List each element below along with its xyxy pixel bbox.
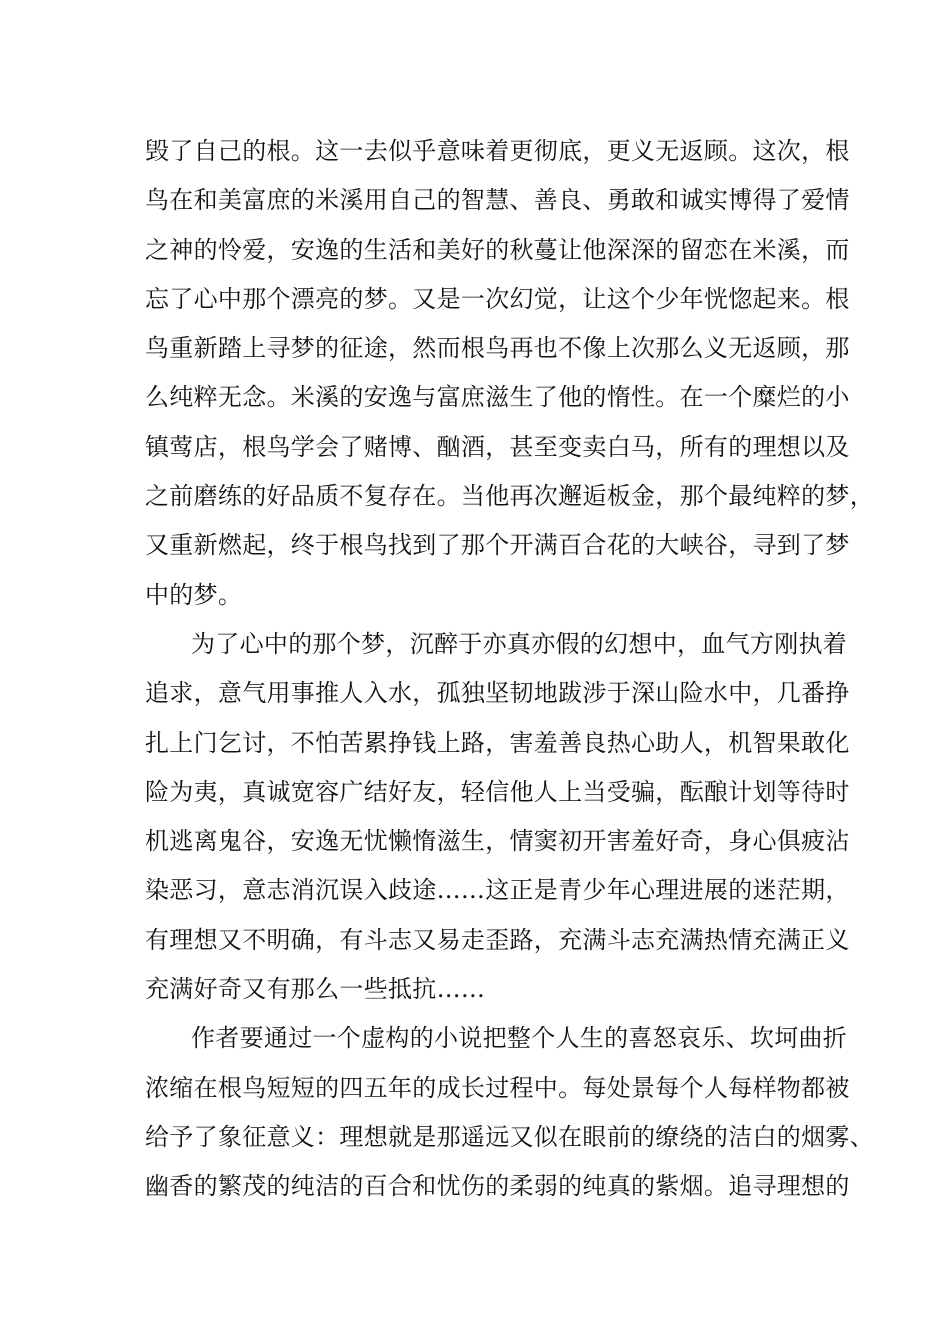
text-line-indented: 作者要通过一个虚构的小说把整个人生的喜怒哀乐、坎坷曲折 [191, 1024, 848, 1053]
text-line: 么纯粹无念。米溪的安逸与富庶滋生了他的惰性。在一个糜烂的小 [145, 383, 850, 412]
text-line: 鸟重新踏上寻梦的征途，然而根鸟再也不像上次那么义无返顾，那 [145, 334, 850, 363]
text-line: 忘了心中那个漂亮的梦。又是一次幻觉，让这个少年恍惚起来。根 [145, 284, 850, 313]
text-line: 毁了自己的根。这一去似乎意味着更彻底，更义无返顾。这次，根 [145, 137, 850, 165]
text-line: 险为夷，真诚宽容广结好友，轻信他人上当受骗，酝酿计划等待时 [145, 777, 850, 806]
text-line: 之神的怜爱，安逸的生活和美好的秋蔓让他深深的留恋在米溪，而 [145, 235, 850, 264]
text-line: 扎上门乞讨，不怕苦累挣钱上路，害羞善良热心助人，机智果敢化 [145, 728, 850, 757]
text-line: 浓缩在根鸟短短的四五年的成长过程中。每处景每个人每样物都被 [145, 1073, 850, 1102]
text-line: 幽香的繁茂的纯洁的百合和忧伤的柔弱的纯真的紫烟。追寻理想的 [145, 1172, 850, 1201]
text-line: 机逃离鬼谷，安逸无忧懒惰滋生，情窦初开害羞好奇，身心俱疲沾 [145, 827, 850, 856]
text-line: 染恶习，意志消沉误入歧途……这正是青少年心理进展的迷茫期， [145, 876, 850, 905]
text-line: 给予了象征意义：理想就是那遥远又似在眼前的缭绕的洁白的烟雾、 [145, 1122, 874, 1151]
text-line: 之前磨练的好品质不复存在。当他再次邂逅板金，那个最纯粹的梦， [145, 482, 874, 511]
text-line: 又重新燃起，终于根鸟找到了那个开满百合花的大峡谷，寻到了梦 [145, 531, 850, 560]
text-line: 中的梦。 [145, 580, 243, 609]
text-line: 追求，意气用事推人入水，孤独坚韧地跋涉于深山险水中，几番挣 [145, 679, 850, 708]
paragraph-2 [145, 620, 850, 1014]
text-line: 镇莺店，根鸟学会了赌博、酗酒，甚至变卖白马，所有的理想以及 [145, 432, 850, 461]
text-line-indented: 为了心中的那个梦，沉醉于亦真亦假的幻想中，血气方刚执着 [191, 629, 848, 658]
paragraph-1 [145, 127, 874, 620]
text-line: 充满好奇又有那么一些抵抗…… [145, 975, 486, 1004]
paragraph-3 [145, 1014, 874, 1211]
text-line: 有理想又不明确，有斗志又易走歪路，充满斗志充满热情充满正义 [145, 925, 850, 954]
document-body [145, 127, 874, 1212]
text-line: 鸟在和美富庶的米溪用自己的智慧、善良、勇敢和诚实博得了爱情 [145, 186, 850, 215]
